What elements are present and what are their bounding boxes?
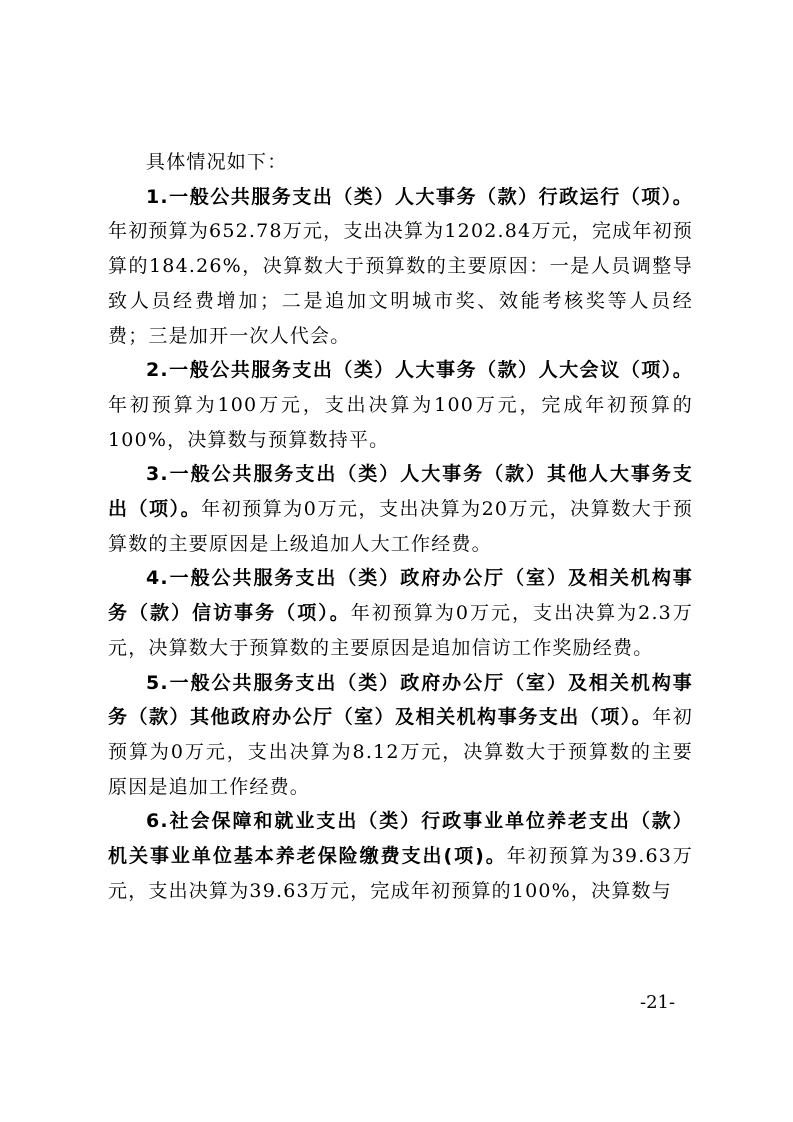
item-heading-6: 6.社会保障和就业支出（类）行政事业单位养老支出（款）机关事业单位基本养老保险缴费支出(项)。	[108, 810, 693, 868]
item-paragraph-2	[108, 353, 693, 457]
item-body-3: 年初预算为0万元，支出决算为20万元，决算数大于预算数的主要原因是上级追加人大工作经费。	[108, 498, 693, 555]
item-heading-5: 5.一般公共服务支出（类）政府办公厅（室）及相关机构事务（款）其他政府办公厅（室）及相关机构事务支出（项）。	[108, 671, 693, 729]
item-heading-2: 2.一般公共服务支出（类）人大事务（款）人大会议（项）。	[146, 359, 693, 382]
item-paragraph-5	[108, 666, 693, 805]
item-heading-1: 1.一般公共服务支出（类）人大事务（款）行政运行（项）。	[146, 185, 693, 208]
page-number: -21-	[640, 992, 676, 1013]
item-body-5: 年初预算为0万元，支出决算为8.12万元，决算数大于预算数的主要原因是追加工作经费。	[108, 706, 693, 798]
intro-paragraph: 具体情况如下：	[146, 151, 288, 173]
item-body-6: 年初预算为39.63万元，支出决算为39.63万元，完成年初预算的100%，决算数与	[108, 845, 693, 902]
item-paragraph-1	[108, 180, 693, 354]
item-body-2: 年初预算为100万元，支出决算为100万元，完成年初预算的100%，决算数与预算数持平。	[108, 393, 693, 451]
item-heading-3: 3.一般公共服务支出（类）人大事务（款）其他人大事务支出（项）。	[108, 463, 693, 521]
item-body-1: 年初预算为652.78万元，支出决算为1202.84万元，完成年初预算的184.26%，决算数大于预算数的主要原因：一是人员调整导致人员经费增加；二是追加文明城市奖、效能考核奖等人员经费；三是加开一次人代会。	[108, 220, 693, 347]
item-body-4: 年初预算为0万元，支出决算为2.3万元，决算数大于预算数的主要原因是追加信访工作奖励经费。	[108, 602, 693, 659]
item-paragraph-6	[108, 804, 693, 908]
document-body	[108, 145, 693, 908]
item-paragraph-4	[108, 561, 693, 665]
item-paragraph-3	[108, 457, 693, 561]
item-heading-4: 4.一般公共服务支出（类）政府办公厅（室）及相关机构事务（款）信访事务（项）。	[108, 567, 693, 625]
